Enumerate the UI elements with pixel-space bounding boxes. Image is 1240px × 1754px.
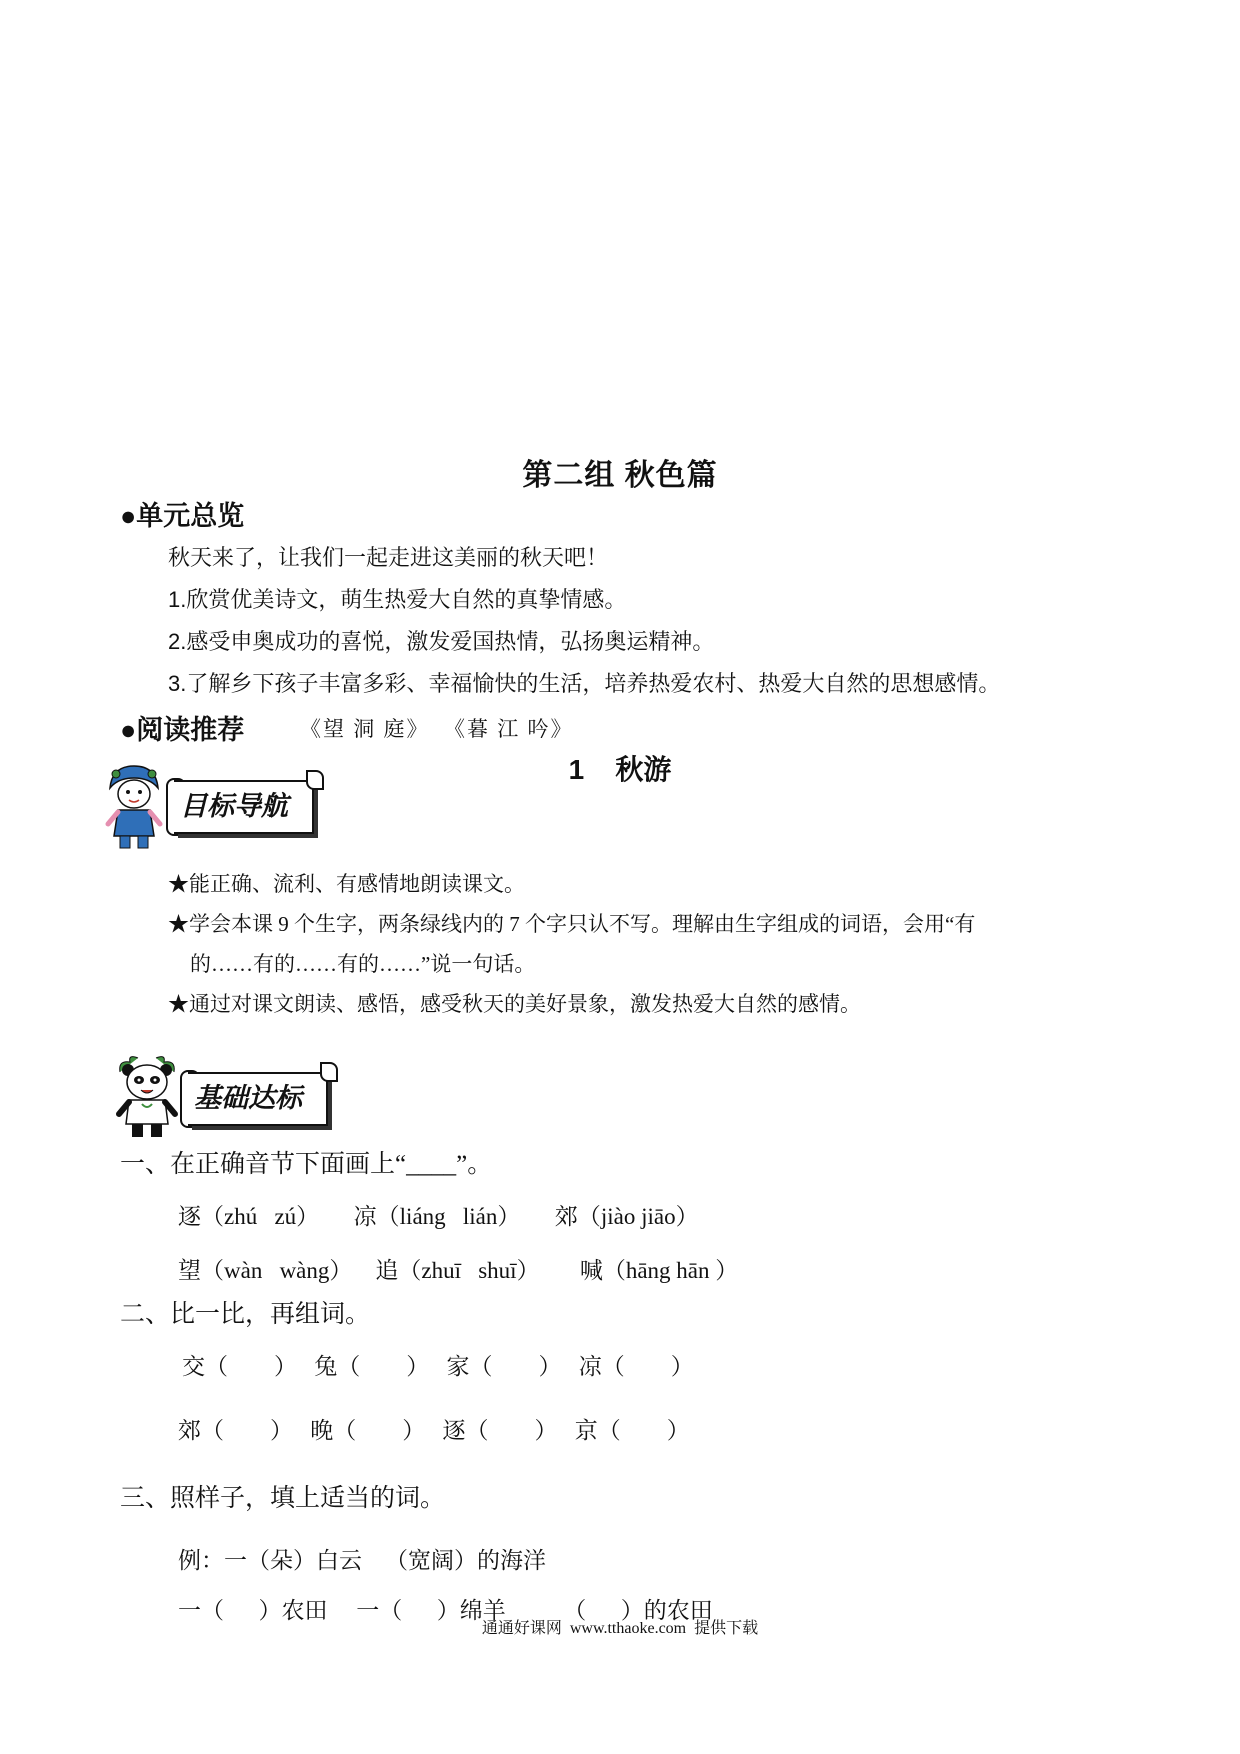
goal-item: ★学会本课 9 个生字，两条绿线内的 7 个字只认不写。理解由生字组成的词语，会用“有: [168, 912, 976, 936]
question-2-heading: 二、比一比，再组词。: [120, 1301, 371, 1328]
question-3-row[interactable]: 一（ ）农田 一（ ）绵羊 （ ）的农田: [178, 1598, 713, 1623]
lesson-title: 1 秋游: [568, 754, 672, 785]
goal-item: ★能正确、流利、有感情地朗读课文。: [168, 872, 525, 896]
goal-item-continuation: 的……有的……有的……”说一句话。: [190, 952, 536, 976]
fuwa-jingjing-panda-mascot-icon: [114, 1052, 180, 1140]
fuwa-jingjing-blue-mascot-icon: [102, 762, 166, 852]
basics-banner-label: 基础达标: [194, 1083, 302, 1113]
reading-heading: ●阅读推荐: [120, 715, 245, 745]
footer-source: 通通好课网 www.tthaoke.com 提供下载: [481, 1620, 759, 1637]
unit-overview-item: 3.了解乡下孩子丰富多彩、幸福愉快的生活，培养热爱农村、热爱大自然的思想感情。: [168, 671, 1001, 696]
question-3-heading: 三、照样子，填上适当的词。: [120, 1485, 446, 1512]
unit-overview-heading: ●单元总览: [120, 501, 245, 531]
question-2-row[interactable]: 交（ ） 兔（ ） 家（ ） 凉（ ）: [182, 1354, 694, 1379]
question-3-example: 例：一（朵）白云 （宽阔）的海洋: [178, 1548, 546, 1573]
unit-overview-item: 1.欣赏优美诗文，萌生热爱大自然的真挚情感。: [168, 587, 627, 612]
reading-books: 《望 洞 庭》 《暮 江 吟》: [300, 717, 574, 741]
basics-banner: [180, 1062, 330, 1130]
goals-banner: [166, 770, 316, 838]
question-1-row[interactable]: 望（wàn wàng） 追（zhuī shuī） 喊（hāng hān ）: [178, 1258, 739, 1283]
unit-overview-item: 2.感受申奥成功的喜悦，激发爱国热情，弘扬奥运精神。: [168, 629, 715, 654]
question-1-row[interactable]: 逐（zhú zú） 凉（liáng lián） 郊（jiào jiāo）: [178, 1204, 699, 1229]
unit-overview-intro: 秋天来了，让我们一起走进这美丽的秋天吧！: [168, 545, 609, 570]
page-title: 第二组 秋色篇: [522, 459, 718, 492]
goal-item: ★通过对课文朗读、感悟，感受秋天的美好景象，激发热爱大自然的感情。: [168, 992, 861, 1016]
goals-banner-label: 目标导航: [180, 791, 288, 821]
goals-list: [168, 864, 975, 1024]
question-2-row[interactable]: 郊（ ） 晚（ ） 逐（ ） 京（ ）: [178, 1418, 690, 1443]
question-1-heading: 一、在正确音节下面画上“____”。: [120, 1151, 493, 1178]
